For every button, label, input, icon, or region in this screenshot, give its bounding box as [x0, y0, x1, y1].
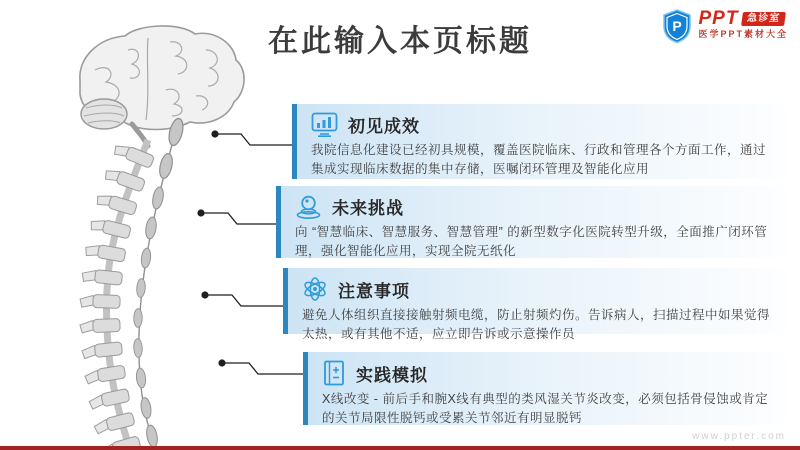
callout-block-initial-results [292, 104, 786, 179]
brand-logo [662, 9, 788, 43]
record-book-icon [322, 360, 346, 386]
block-title: 初见成效 [348, 117, 420, 136]
footer-url: www.ppter.com [692, 431, 786, 442]
monitor-chart-icon [311, 112, 338, 137]
page-title: 在此输入本页标题 [268, 25, 532, 58]
shield-letter: P [672, 18, 683, 34]
block-body: 向 “智慧临床、智慧服务、智慧管理” 的新型数字化医院转型升级，全面推广闭环管理，强化智能化应用，实现全院无纸化 [295, 225, 768, 258]
block-body: 我院信息化建设已经初具规模，覆盖医院临床、行政和管理各个方面工作，通过集成实现临床数据的集中存储，医嘱闭环管理及智能化应用 [311, 143, 767, 176]
logo-text [698, 9, 788, 39]
logo-brand: PPT [698, 8, 739, 29]
callout-block-precautions [283, 268, 786, 341]
logo-tagline: 医学PPT素材大全 [698, 29, 788, 39]
atom-icon [302, 276, 328, 302]
logo-badge: 急诊室 [741, 12, 786, 26]
block-body: X线改变 - 前后手和腕X线有典型的类风湿关节炎改变，必须包括骨侵蚀或肯定的关节局限性脱钙或受累关节邻近有明显脱钙 [322, 392, 769, 425]
callout-block-future-challenges [276, 186, 786, 258]
block-body: 避免人体组织直接接触射频电缆，防止射频灼伤。告诉病人，扫描过程中如果觉得太热，或有其他不适，应立即告诉或示意操作员 [302, 308, 771, 341]
callout-block-practice-simulation [303, 352, 786, 425]
block-title: 实践模拟 [356, 365, 428, 385]
block-title: 未来挑战 [332, 199, 404, 218]
shield-icon [662, 9, 692, 43]
crystal-ball-icon [295, 195, 322, 219]
footer-accent-line [0, 446, 800, 450]
block-title: 注意事项 [338, 281, 410, 301]
